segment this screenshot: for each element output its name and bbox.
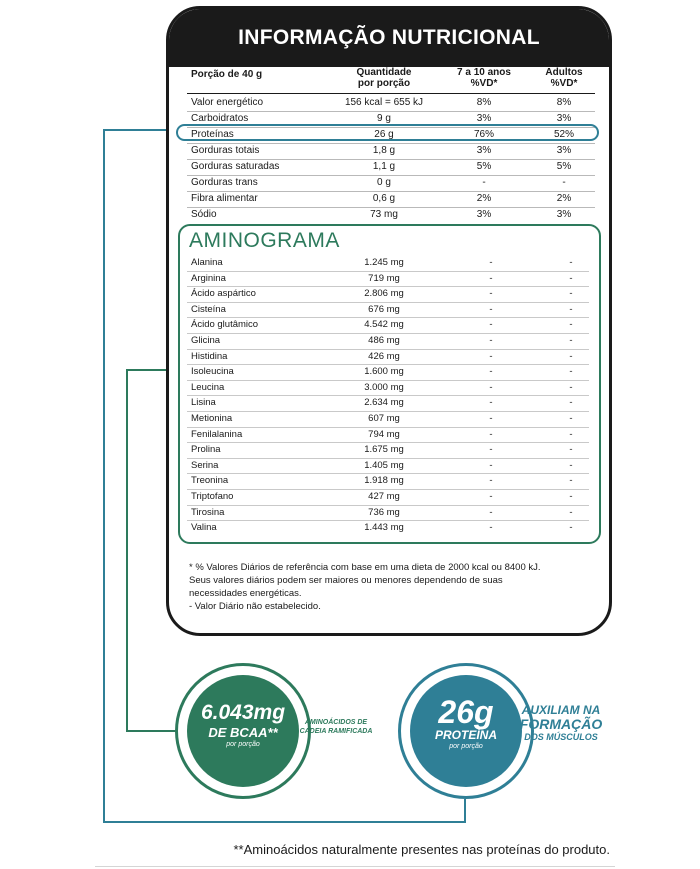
- amino-name: Metionina: [191, 413, 233, 424]
- amino-qty: 4.542 mg: [364, 319, 404, 331]
- amino-qty: 607 mg: [368, 413, 400, 424]
- amino-vd-adults: -: [569, 397, 573, 409]
- amino-name: Serina: [191, 459, 219, 471]
- vd-adults-header: Adultos %VD*: [545, 67, 583, 89]
- protein-value: 26g: [438, 694, 494, 730]
- nutrient-vd-adults: 8%: [556, 97, 572, 108]
- amino-name: Prolina: [191, 444, 221, 456]
- nutrient-qty: 26 g: [374, 129, 394, 140]
- amino-name: Valina: [191, 522, 217, 534]
- amino-qty: 719 mg: [368, 272, 400, 284]
- amino-qty: 794 mg: [368, 428, 400, 440]
- aminogram-row: [169, 349, 609, 364]
- nutrient-qty: 1,8 g: [372, 145, 396, 156]
- aminogram-row: [169, 411, 609, 426]
- nutrient-name: Carboidratos: [191, 113, 249, 124]
- nutrient-name: Valor energético: [191, 97, 264, 108]
- bcaa-sub: por porção: [226, 741, 260, 748]
- amino-qty: 676 mg: [368, 303, 400, 315]
- amino-vd-adults: -: [569, 522, 573, 534]
- panel-title: INFORMAÇÃO NUTRICIONAL: [169, 9, 609, 67]
- amino-vd-adults: -: [569, 381, 573, 393]
- amino-name: Histidina: [191, 350, 228, 362]
- bcaa-description: AMINOÁCIDOS DE CADEIA RAMIFICADA: [299, 719, 373, 735]
- amino-vd-adults: -: [569, 491, 573, 502]
- nutrient-vd-adults: 52%: [553, 129, 574, 140]
- footnote-needs: necessidades energéticas.: [189, 588, 302, 599]
- aminogram-row: [169, 364, 609, 379]
- amino-vd-adults: -: [569, 272, 573, 284]
- amino-vd-children: -: [489, 397, 493, 409]
- amino-vd-children: -: [489, 272, 493, 284]
- nutrient-vd-adults: 2%: [556, 193, 572, 204]
- nutrient-vd-children: 5%: [476, 161, 492, 172]
- aminogram-row: [169, 489, 609, 504]
- nutrient-qty: 73 mg: [370, 209, 398, 220]
- nutrient-row: [169, 191, 609, 207]
- amino-vd-children: -: [489, 491, 493, 502]
- nutrient-row: [169, 159, 609, 175]
- amino-vd-adults: -: [569, 288, 573, 300]
- nutrient-row: [169, 143, 609, 159]
- aminogram-row: [169, 395, 609, 410]
- aminogram-row: [169, 520, 609, 535]
- footnote-not-established: - Valor Diário não estabelecido.: [189, 601, 321, 612]
- aminogram-row: [169, 317, 609, 332]
- nutrient-name: Gorduras trans: [191, 177, 258, 188]
- aminogram-title: AMINOGRAMA: [189, 229, 340, 252]
- amino-vd-children: -: [489, 335, 493, 346]
- nutrient-vd-adults: 3%: [556, 113, 572, 124]
- nutrient-vd-children: 2%: [476, 193, 492, 204]
- amino-vd-adults: -: [569, 428, 573, 440]
- nutrient-qty: 0 g: [377, 177, 391, 188]
- nutrient-row: [169, 175, 609, 191]
- nutrient-vd-adults: 3%: [556, 209, 572, 220]
- amino-qty: 1.918 mg: [364, 475, 404, 487]
- amino-vd-children: -: [489, 428, 493, 440]
- aminogram-row: [169, 505, 609, 520]
- amino-vd-adults: -: [569, 303, 573, 315]
- nutrition-panel: [166, 6, 612, 636]
- amino-vd-children: -: [489, 350, 493, 362]
- nutrient-qty: 9 g: [377, 113, 391, 124]
- amino-vd-adults: -: [569, 350, 573, 362]
- nutrient-row: [169, 207, 609, 223]
- amino-vd-adults: -: [569, 444, 573, 456]
- aminogram-row: [169, 458, 609, 473]
- amino-vd-children: -: [489, 319, 493, 331]
- amino-name: Cisteína: [191, 303, 226, 315]
- nutrient-vd-children: 8%: [476, 97, 492, 108]
- amino-qty: 2.634 mg: [364, 397, 404, 409]
- amino-vd-adults: -: [569, 319, 573, 331]
- nutrient-vd-children: 3%: [476, 145, 492, 156]
- protein-sub: por porção: [449, 743, 483, 750]
- amino-qty: 1.675 mg: [364, 444, 404, 456]
- amino-name: Triptofano: [191, 491, 234, 502]
- amino-vd-adults: -: [569, 335, 573, 346]
- aminogram-row: [169, 302, 609, 317]
- header-divider: [187, 93, 595, 94]
- amino-name: Fenilalanina: [191, 428, 243, 440]
- nutrient-name: Fibra alimentar: [191, 193, 258, 204]
- amino-qty: 1.600 mg: [364, 366, 404, 378]
- protein-highlight: [176, 124, 599, 141]
- amino-qty: 427 mg: [368, 491, 400, 502]
- protein-label: PROTEÍNA: [434, 728, 497, 742]
- amino-vd-adults: -: [569, 506, 573, 518]
- amino-name: Lisina: [191, 397, 216, 409]
- bcaa-footnote: **Aminoácidos naturalmente presentes nas proteínas do produto.: [233, 842, 610, 857]
- amino-vd-children: -: [489, 288, 493, 300]
- nutrient-name: Gorduras totais: [191, 145, 260, 156]
- portion-label: Porção de 40 g: [191, 69, 263, 80]
- aminogram-row: [169, 473, 609, 488]
- aminogram-row: [169, 255, 609, 270]
- bottom-divider: [95, 866, 615, 867]
- footnote-vd: * % Valores Diários de referência com base em uma dieta de 2000 kcal ou 8400 kJ.: [189, 562, 541, 573]
- aminogram-row: [169, 271, 609, 286]
- nutrient-qty: 1,1 g: [372, 161, 396, 172]
- footnote-vd-cont: Seus valores diários podem ser maiores ou menores dependendo de suas: [189, 575, 503, 586]
- amino-vd-children: -: [489, 522, 493, 534]
- nutrient-vd-children: 76%: [473, 129, 494, 140]
- amino-name: Alanina: [191, 257, 223, 268]
- amino-name: Isoleucina: [191, 366, 234, 378]
- amino-vd-adults: -: [569, 257, 573, 268]
- amino-vd-adults: -: [569, 366, 573, 378]
- amino-qty: 736 mg: [368, 506, 400, 518]
- vd-children-header: 7 a 10 anos %VD*: [457, 67, 511, 89]
- amino-qty: 2.806 mg: [364, 288, 404, 300]
- nutrient-qty: 156 kcal = 655 kJ: [344, 97, 424, 108]
- amino-qty: 1.245 mg: [364, 257, 404, 268]
- amino-vd-children: -: [489, 475, 493, 487]
- amino-qty: 426 mg: [368, 350, 400, 362]
- amino-vd-children: -: [489, 506, 493, 518]
- bcaa-label: DE BCAA**: [208, 725, 278, 740]
- nutrient-vd-adults: 3%: [556, 145, 572, 156]
- nutrient-qty: 0,6 g: [372, 193, 396, 204]
- amino-qty: 486 mg: [368, 335, 400, 346]
- nutrient-row: [169, 95, 609, 111]
- amino-qty: 1.443 mg: [364, 522, 404, 534]
- amino-vd-children: -: [489, 413, 493, 424]
- amino-vd-children: -: [489, 366, 493, 378]
- amino-name: Treonina: [191, 475, 229, 487]
- nutrient-name: Proteínas: [191, 129, 234, 140]
- nutrient-vd-children: -: [482, 177, 486, 188]
- nutrient-name: Sódio: [191, 209, 217, 220]
- protein-description: AUXILIAM NA FORMAÇÃO DOS MÚSCULOS: [519, 703, 603, 742]
- amino-name: Ácido glutâmico: [191, 319, 259, 331]
- amino-name: Leucina: [191, 381, 225, 393]
- amino-name: Ácido aspártico: [191, 288, 256, 300]
- amino-name: Tirosina: [191, 506, 225, 518]
- bcaa-value: 6.043mg: [200, 701, 286, 724]
- aminogram-row: [169, 286, 609, 301]
- nutrient-name: Gorduras saturadas: [191, 161, 280, 172]
- amino-vd-adults: -: [569, 413, 573, 424]
- amino-name: Glicina: [191, 335, 221, 346]
- amino-vd-children: -: [489, 303, 493, 315]
- quantity-header: Quantidade por porção: [356, 67, 412, 89]
- amino-qty: 3.000 mg: [364, 381, 404, 393]
- amino-name: Arginina: [191, 272, 226, 284]
- aminogram-row: [169, 333, 609, 348]
- nutrient-vd-adults: -: [562, 177, 566, 188]
- amino-vd-children: -: [489, 381, 493, 393]
- nutrient-vd-adults: 5%: [556, 161, 572, 172]
- nutrient-vd-children: 3%: [476, 209, 492, 220]
- nutrient-vd-children: 3%: [476, 113, 492, 124]
- aminogram-row: [169, 442, 609, 457]
- amino-vd-children: -: [489, 257, 493, 268]
- amino-vd-children: -: [489, 459, 493, 471]
- amino-vd-adults: -: [569, 459, 573, 471]
- aminogram-row: [169, 380, 609, 395]
- amino-vd-children: -: [489, 444, 493, 456]
- amino-vd-adults: -: [569, 475, 573, 487]
- aminogram-row: [169, 427, 609, 442]
- amino-qty: 1.405 mg: [364, 459, 404, 471]
